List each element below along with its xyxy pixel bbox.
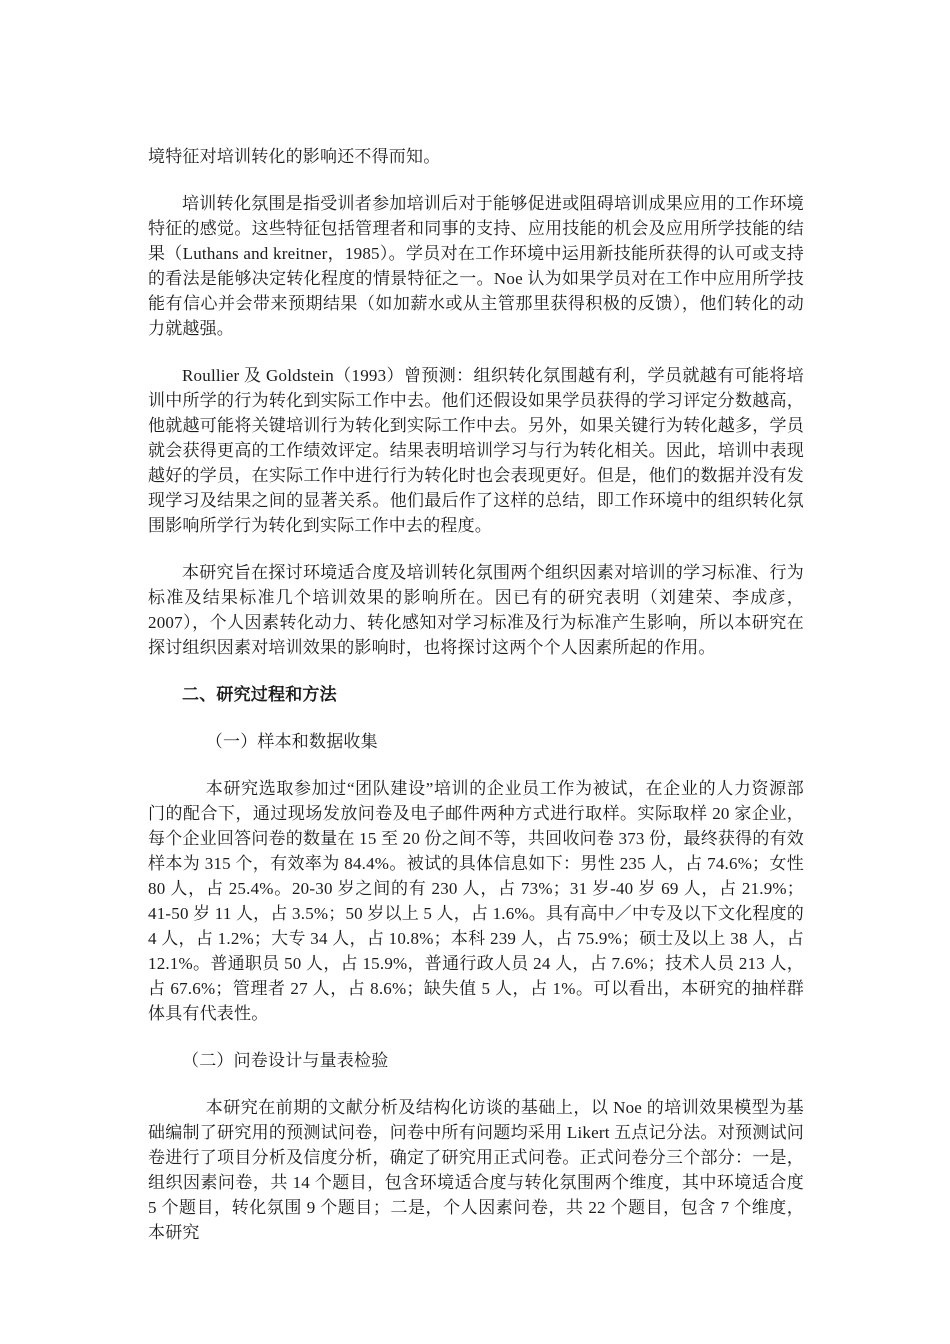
paragraph: 培训转化氛围是指受训者参加培训后对于能够促进或阻碍培训成果应用的工作环境特征的感觉。这些特征包括管理者和同事的支持、应用技能的机会及应用所学技能的结果（Luthans and kreitner，1985）。学员对在工作环境中运用新技能所获得的认可或支持的看法是能够决定转化程度的情景特征之一。Noe 认为如果学员对在工作中应用所学技能有信心并会带来预期结果（如加薪水或从主管那里获得积极的反馈），他们转化的动力就越强。: [148, 194, 804, 338]
paragraph: 本研究选取参加过“团队建设”培训的企业员工作为被试，在企业的人力资源部门的配合下，通过现场发放问卷及电子邮件两种方式进行取样。实际取样 20 家企业，每个企业回答问卷的数量在 15 至 20 份之间不等，共回收问卷 373 份，最终获得的有效样本为 315 个，有效率为 84.4%。被试的具体信息如下：男性 235 人，占 74.6%；女性 80 人，占 25.4%。20-30 岁之间的有 230 人，占 73%；31 岁-40 岁 69 人，占 21.9%；41-50 岁 11 人，占 3.5%；50 岁以上 5 人，占 1.6%。具有高中／中专及以下文化程度的 4 人，占 1.2%；大专 34 人，占 10.8%；本科 239 人，占 75.9%；硕士及以上 38 人，占 12.1%。普通职员 50 人，占 15.9%，普通行政人员 24 人，占 7.6%；技术人员 213 人，占 67.6%；管理者 27 人，占 8.6%；缺失值 5 人，占 1%。可以看出，本研究的抽样群体具有代表性。: [148, 779, 804, 1023]
paragraph: 本研究在前期的文献分析及结构化访谈的基础上，以 Noe 的培训效果模型为基础编制了研究用的预测试问卷，问卷中所有问题均采用 Likert 五点记分法。对预测试问卷进行了项目分析及信度分析，确定了研究用正式问卷。正式问卷分三个部分：一是，组织因素问卷，共 14 个题目，包含环境适合度与转化氛围两个维度，其中环境适合度 5 个题目，转化氛围 9 个题目；二是，个人因素问卷，共 22 个题目，包含 7 个维度，本研究: [148, 1098, 804, 1242]
subsection-heading-questionnaire-design: （二）问卷设计与量表检验: [182, 1051, 389, 1070]
paragraph: 本研究旨在探讨环境适合度及培训转化氛围两个组织因素对培训的学习标准、行为标准及结果标准几个培训效果的影响所在。因已有的研究表明（刘建荣、李成彦，2007），个人因素转化动力、转化感知对学习标准及行为标准产生影响，所以本研究在探讨组织因素对培训效果的影响时，也将探讨这两个个人因素所起的作用。: [148, 563, 804, 657]
paragraph: Roullier 及 Goldstein（1993）曾预测：组织转化氛围越有利，学员就越有可能将培训中所学的行为转化到实际工作中去。他们还假设如果学员获得的学习评定分数越高，他就越可能将关键培训行为转化到实际工作中去。另外，如果关键行为转化越多，学员就会获得更高的工作绩效评定。结果表明培训学习与行为转化相关。因此，培训中表现越好的学员，在实际工作中进行行为转化时也会表现更好。但是，他们的数据并没有发现学习及结果之间的显著关系。他们最后作了这样的总结，即工作环境中的组织转化氛围影响所学行为转化到实际工作中去的程度。: [148, 366, 804, 535]
subsection-heading-sample-collection: （一）样本和数据收集: [205, 732, 378, 751]
paragraph-continuation: 境特征对培训转化的影响还不得而知。: [148, 147, 441, 166]
document-content: [148, 144, 804, 1267]
section-heading: 二、研究过程和方法: [182, 685, 337, 704]
